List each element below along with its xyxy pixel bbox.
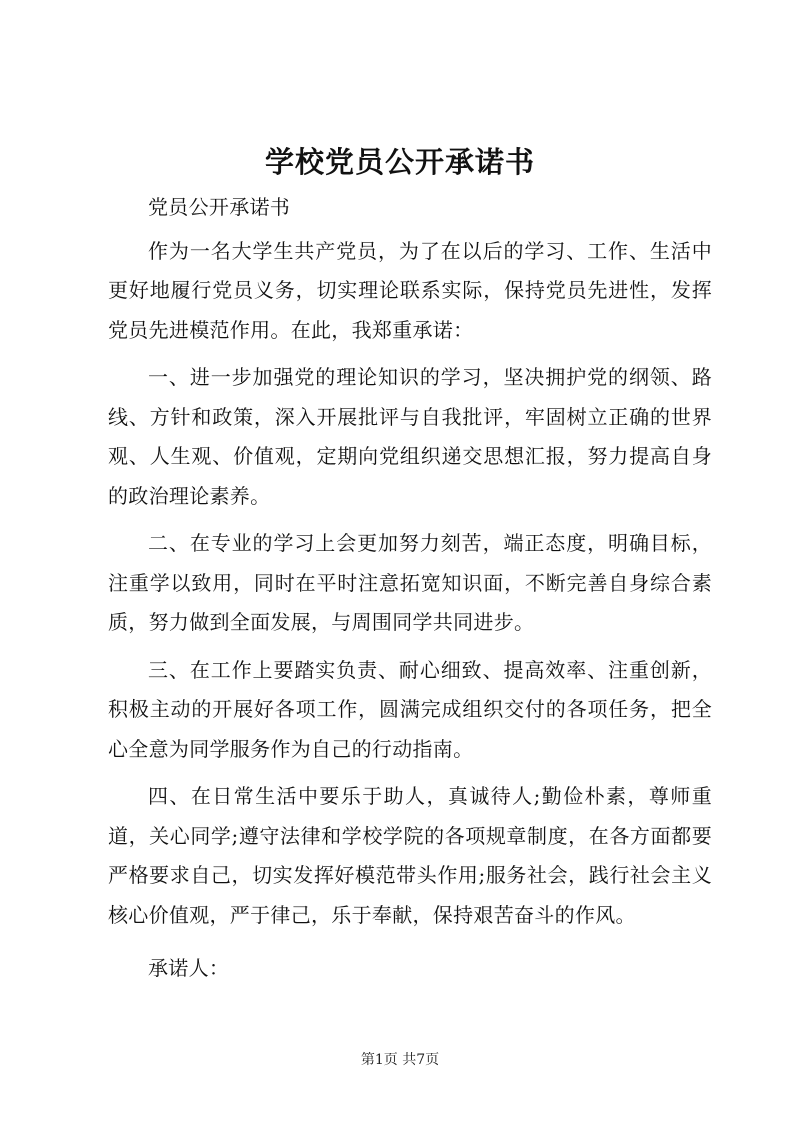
paragraph-pledge-2: 二、在专业的学习上会更加努力刻苦，端正态度，明确目标，注重学以致用，同时在平时注意拓宽知识面，不断完善自身综合素质，努力做到全面发展，与周围同学共同进步。 (108, 531, 712, 634)
signer-label: 承诺人： (148, 956, 230, 980)
paragraph-pledge-4: 四、在日常生活中要乐于助人，真诚待人;勤俭朴素，尊师重道，关心同学;遵守法律和学校学院的各项规章制度，在各方面都要严格要求自己，切实发挥好模范带头作用;服务社会，践行社会主义核心价值观，严于律己，乐于奉献，保持艰苦奋斗的作风。 (108, 784, 712, 927)
paragraph-pledge-3: 三、在工作上要踏实负责、耐心细致、提高效率、注重创新，积极主动的开展好各项工作，圆满完成组织交付的各项任务，把全心全意为同学服务作为自己的行动指南。 (108, 657, 712, 761)
document-title: 学校党员公开承诺书 (264, 145, 535, 179)
page-footer: 第1页 共7页 (360, 1052, 440, 1068)
document-subtitle: 党员公开承诺书 (148, 195, 291, 219)
document-body (108, 188, 712, 997)
paragraph-intro: 作为一名大学生共产党员，为了在以后的学习、工作、生活中更好地履行党员义务，切实理论联系实际，保持党员先进性，发挥党员先进模范作用。在此，我郑重承诺： (108, 238, 712, 342)
paragraph-pledge-1: 一、进一步加强党的理论知识的学习，坚决拥护党的纲领、路线、方针和政策，深入开展批评与自我批评，牢固树立正确的世界观、人生观、价值观，定期向党组织递交思想汇报，努力提高自身的政治理论素养。 (108, 365, 712, 508)
